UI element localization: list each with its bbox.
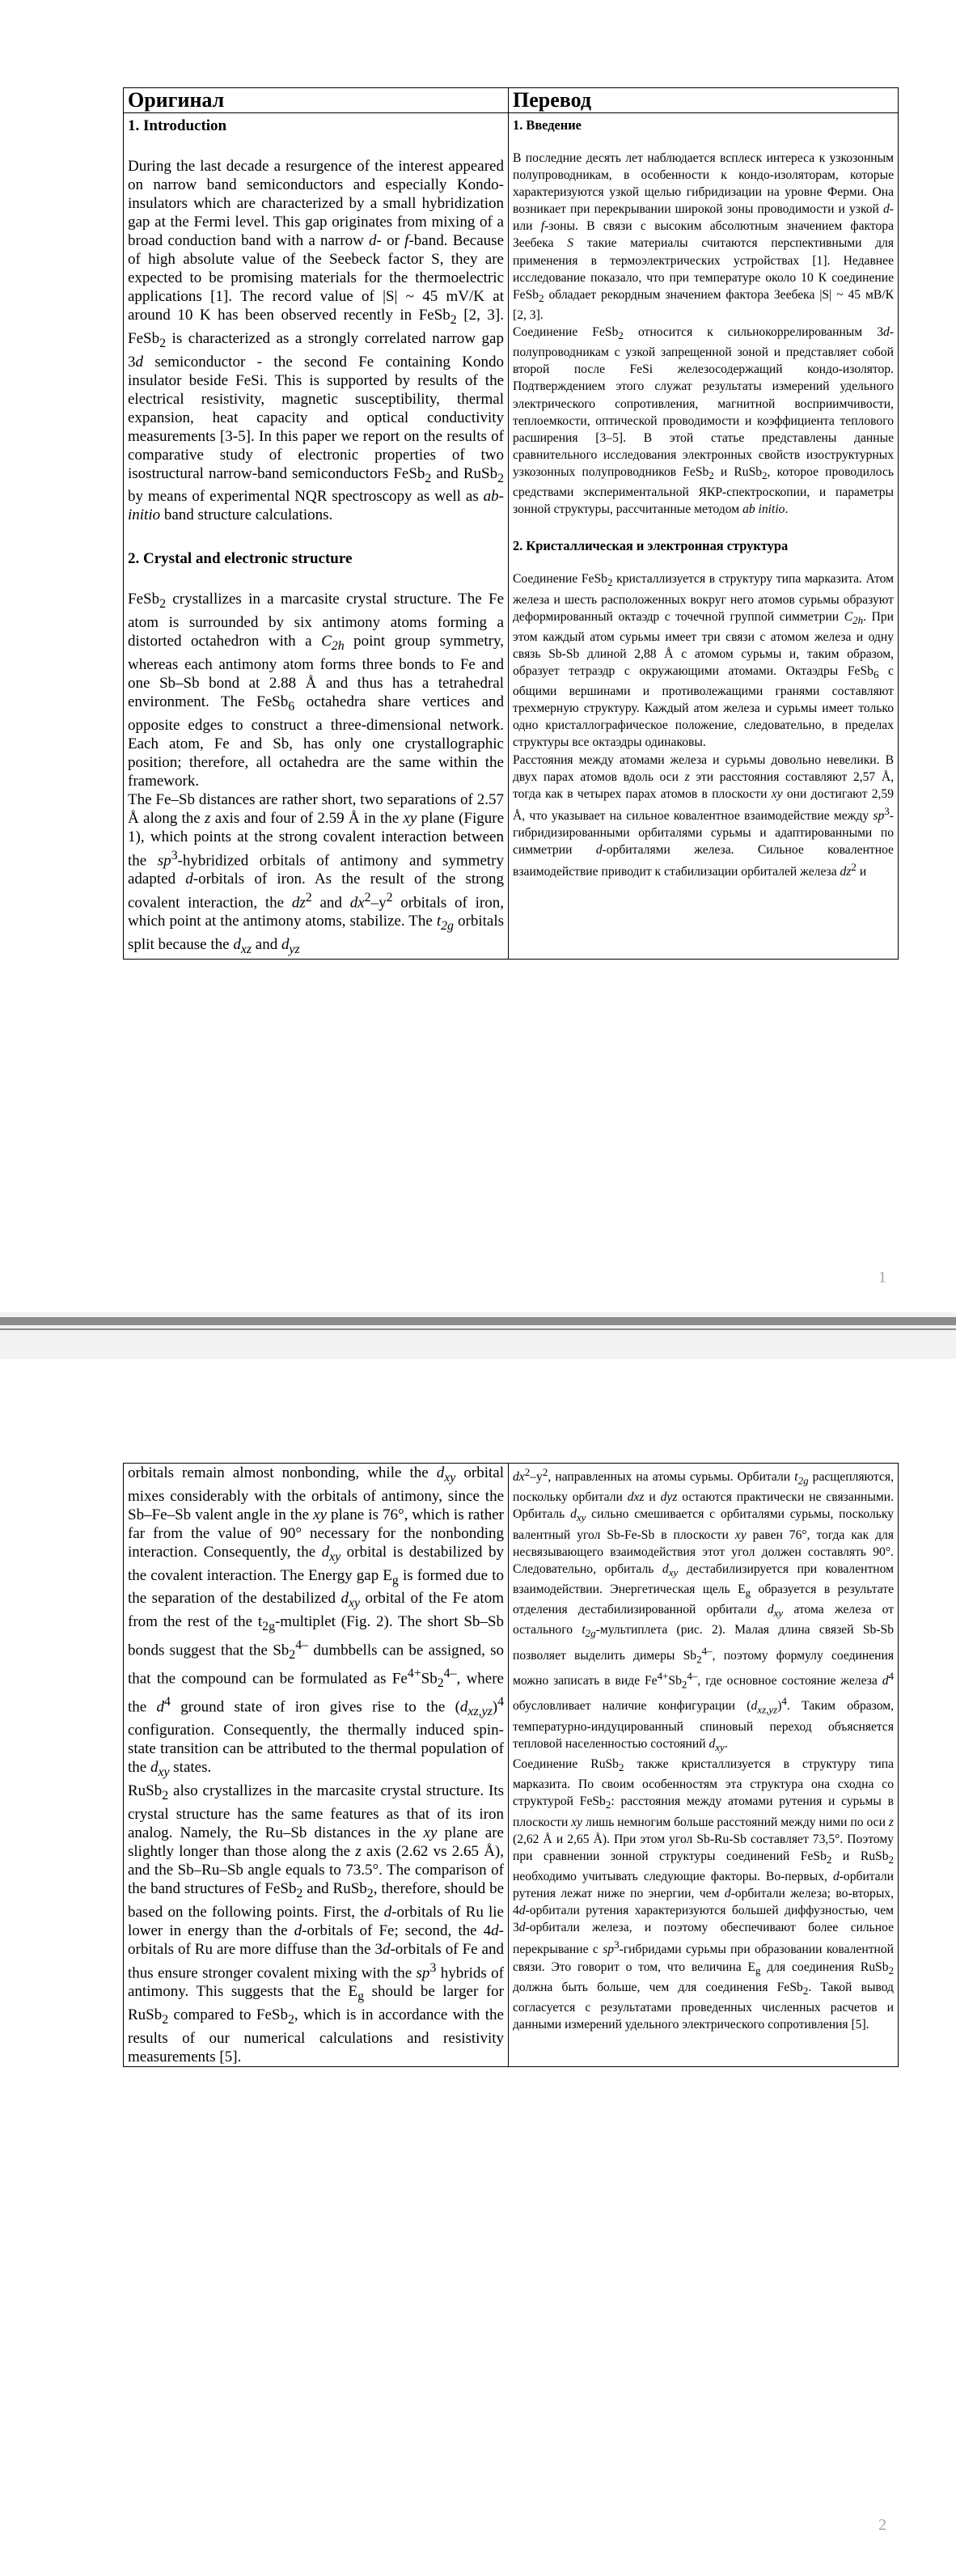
paragraph-rusb2: RuSb$_2$ also crystallizes in the marcasite crystal structure. Its crystal structure has the same features as that of its iron analog. Namely, the Ru–Sb distances in the xy plane are slightly longer than those along the z axis (2.62 vs 2.65 Å), and the Sb–Ru–Sb angle equals to 73.5°. The comparison of the band structures of FeSb$_2$ and RuSb$_2$, therefore, should be based on the following points. First, the d-orbitals of Ru lie lower in energy than the d-orbitals of Fe; second, the 4d-orbitals of Ru are more diffuse than the 3d-orbitals of Fe and thus ensure stronger covalent mixing with the $sp^3$ hybrids of antimony. This suggests that the $E_g$ should be larger for RuSb$_2$ compared to FeSb$_2$, which is in accordance with the results of our numerical calculations and resistivity measurements [5]. bbox=[128, 1782, 504, 2065]
page-separator bbox=[0, 1312, 956, 1359]
ru-paragraph-crystal-2: Расстояния между атомами железа и сурьмы довольно невелики. В двух парах атомов вдоль оси z эти расстояния составляют 2,57 Å, тогда как в четырех парах атомов в плоскости xy они достигают 2,59 Å, что указывает на сильное ковалентное взаимодействие между $sp^3$-гибридизированными орбиталями сурьмы и адаптированными по симметрии d-орбиталями железа. Сильное ковалентное взаимодействие приводит к стабилизации орбиталей железа $dz^2$ и bbox=[513, 752, 894, 879]
translation-table-continued bbox=[123, 1463, 899, 2067]
paragraph-introduction: During the last decade a resurgence of the interest appeared on narrow band semiconductors and especially Kondo-insulators which are characterized by a small hybridization gap at the Fermi level. This gap originates from mixing of a broad conduction band with a narrow d- or f-band. Because of high absolute value of the Seebeck factor S, they are expected to be promising materials for the thermoelectric applications [1]. The record value of |S| ~ 45 mV/K at around 10 K has been observed recently in FeSb$_2$ [2, 3]. FeSb$_2$ is characterized as a strongly correlated narrow gap 3d semiconductor - the second Fe containing Kondo insulator beside FeSi. This is supported by results of the electrical resistivity, magnetic susceptibility, thermal expansion, heat capacity and optical conductivity measurements [3-5]. In this paper we report on the results of comparative study of electronic properties of two isostructural narrow-band semiconductors FeSb$_2$ and RuSb$_2$ by means of experimental NQR spectroscopy as well as ab-initio band structure calculations. bbox=[128, 158, 504, 524]
section-heading-introduction: 1. Introduction bbox=[128, 117, 227, 134]
ru-paragraph-crystal-1: Соединение FeSb$_2$ кристаллизуется в структуру типа марказита. Атом железа и шесть расположенных вокруг него атомов сурьмы образуют деформированный октаэдр с точечной группой симметрии $C_{2h}$. При этом каждый атом сурьмы имеет три связи с атомом железа и одну связь Sb-Sb длиной 2,88 Å с атомом сурьмы и, таким образом, образует тетраэдр с окружающими атомами. Октаэдры FeSb$_6$ с общими вершинами и противолежащими гранями составляют трехмерную структуру. Каждый атом железа и сурьмы имеет только одно кристаллографическое положение, следовательно, в пределах структуры все октаэдры одинаковы. bbox=[513, 572, 894, 750]
ru-paragraph-intro-1: В последние десять лет наблюдается всплеск интереса к узкозонным полупроводникам, в особенности к кондо-изоляторам, которые характеризуются узкой щелью гибридизации на уровне Ферми. Она возникает при перекрывании широкой зоны проводимости и узкой d- или f-зоны. В связи с высоким абсолютным значением фактора Зеебека S такие материалы считаются перспективными для применения в термоэлектрических устройствах [1]. Недавнее исследование показало, что при температуре около 10 К соединение FeSb$_2$ обладает рекордным значением фактора Зеебека |S| ~ 45 мВ/К [2, 3]. bbox=[513, 151, 894, 322]
header-translation: Перевод bbox=[509, 88, 899, 113]
paragraph-orbitals: orbitals remain almost nonbonding, while the $d_{xy}$ orbital mixes considerably with the orbitals of antimony, since the Sb–Fe–Sb valent angle in the xy plane is 76°, which is rather far from the value of 90° necessary for the nonbonding interaction. Consequently, the $d_{xy}$ orbital is destabilized by the covalent interaction. The Energy gap $E_g$ is formed due to the separation of the destabilized $d_{xy}$ orbital of the Fe atom from the rest of the $t_{2g}$-multiplet (Fig. 2). The short Sb–Sb bonds suggest that the $Sb_2^{4-}$ dumbbells can be assigned, so that the compound can be formulated as $Fe^{4+}Sb_2^{4-}$, where the $d^4$ ground state of iron gives rise to the $(d_{xz,yz})^4$ configuration. Consequently, the thermally induced spin-state transition can be attributed to the thermal population of the $d_{xy}$ states. bbox=[128, 1464, 504, 1780]
ru-heading-crystal: 2. Кристаллическая и электронная структура bbox=[513, 538, 789, 554]
section-heading-crystal: 2. Crystal and electronic structure bbox=[128, 550, 353, 568]
translation-column bbox=[509, 1464, 899, 2067]
paragraph-crystal-1: FeSb$_2$ crystallizes in a marcasite crystal structure. The Fe atom is surrounded by six antimony atoms forming a distorted octahedron with a $C_{2h}$ point group symmetry, whereas each antimony atom forms three bonds to Fe and one Sb–Sb bond at 2.88 Å and thus has a tetrahedral environment. The FeSb$_6$ octahedra share vertices and opposite edges to construct a three-dimensional network. Each atom, Fe and Sb, has only one crystallographic position; therefore, all octahedra are the same within the framework. bbox=[128, 591, 505, 790]
page-number: 2 bbox=[878, 2516, 886, 2534]
original-column bbox=[124, 113, 509, 960]
translation-table bbox=[123, 87, 899, 960]
ru-paragraph-orbitals: $dx^2-y^2$, направленных на атомы сурьмы. Орбитали $t_{2g}$ расщепляются, поскольку орбитали dxz и dyz остаются практически не связанными. Орбиталь $d_{xy}$ сильно смешивается с орбиталями сурьмы, поскольку валентный угол Sb-Fe-Sb в плоскости xy равен 76°, тогда как для несвязывающего взаимодействия этот угол должен составлять 90°. Следовательно, орбиталь $d_{xy}$ дестабилизируется при ковалентном взаимодействии. Энергетическая щель $E_g$ образуется в результате отделения дестабилизированной орбитали $d_{xy}$ атома железа от остального $t_{2g}$-мультиплета (рис. 2). Малая длина связей Sb-Sb позволяет выделить димеры $Sb_2^{4-}$, поэтому формулу соединения можно записать в виде $Fe^{4+}Sb_2^{4-}$, где основное состояние железа $d^4$ обусловливает наличие конфигурации $(d_{xz,yz})^4$. Таким образом, температурно-индуцированный спиновый переход объясняется тепловой населенностью состояний $d_{xy}$. bbox=[513, 1466, 895, 1754]
ru-paragraph-rusb2: Соединение RuSb$_2$ также кристаллизуется в структуру типа марказита. По своим особенностям эта структура она сходна со структурой FeSb$_2$: расстояния между атомами рутения и сурьмы в плоскости xy лишь немногим больше расстояний между ними по оси z (2,62 Å и 2,65 Å). При этом угол Sb-Ru-Sb составляет 73,5°. Поэтому при сравнении зонной структуры соединений FeSb$_2$ и RuSb$_2$ необходимо учитывать следующие факторы. Во-первых, d-орбитали рутения лежат ниже по энергии, чем d-орбитали железа; во-вторых, 4d-орбитали рутения характеризуются большей диффузностью, чем 3d-орбитали железа, и поэтому обеспечивают более сильное перекрывание с $sp^3$-гибридами сурьмы при образовании ковалентной связи. Это говорит о том, что величина $E_g$ для соединения RuSb$_2$ должна быть больше, чем для соединения FeSb$_2$. Такой вывод согласуется с результатами проведенных численных расчетов и данными измерений удельного электрического сопротивления [5]. bbox=[513, 1757, 895, 2032]
page-2 bbox=[0, 1359, 956, 2576]
paragraph-crystal-2: The Fe–Sb distances are rather short, two separations of 2.57 Å along the z axis and four of 2.59 Å in the xy plane (Figure 1), which points at the strong covalent interaction between the $sp^3$-hybridized orbitals of antimony and symmetry adapted d-orbitals of iron. As the result of the strong covalent interaction, the $dz^2$ and $dx^2-y^2$ orbitals of iron, which point at the antimony atoms, stabilize. The $t_{2g}$ orbitals split because the $d_{xz}$ and $d_{yz}$ bbox=[128, 790, 505, 957]
header-original: Оригинал bbox=[124, 88, 509, 113]
translation-column bbox=[509, 113, 899, 960]
ru-heading-introduction: 1. Введение bbox=[513, 117, 582, 133]
original-column bbox=[124, 1464, 509, 2067]
page-number: 1 bbox=[878, 1269, 886, 1286]
ru-paragraph-intro-2: Соединение FeSb$_2$ относится к сильнокоррелированным 3d-полупроводникам с узкой запрещенной зоной и представляет собой второй после FeSi железосодержащий кондо-изолятор. Подтверждением этого служат результаты измерений удельного электрического сопротивления, магнитной восприимчивости, теплоемкости, оптической проводимости и коэффициента теплового расширения [3–5]. В этой статье представлены данные сравнительного исследования электронных свойств изоструктурных узкозонных полупроводников FeSb$_2$ и RuSb$_2$, которое проводилось средствами экспериментальной ЯКР-спектроскопии, и параметры зонной структуры, рассчитанные методом ab initio. bbox=[513, 325, 895, 517]
